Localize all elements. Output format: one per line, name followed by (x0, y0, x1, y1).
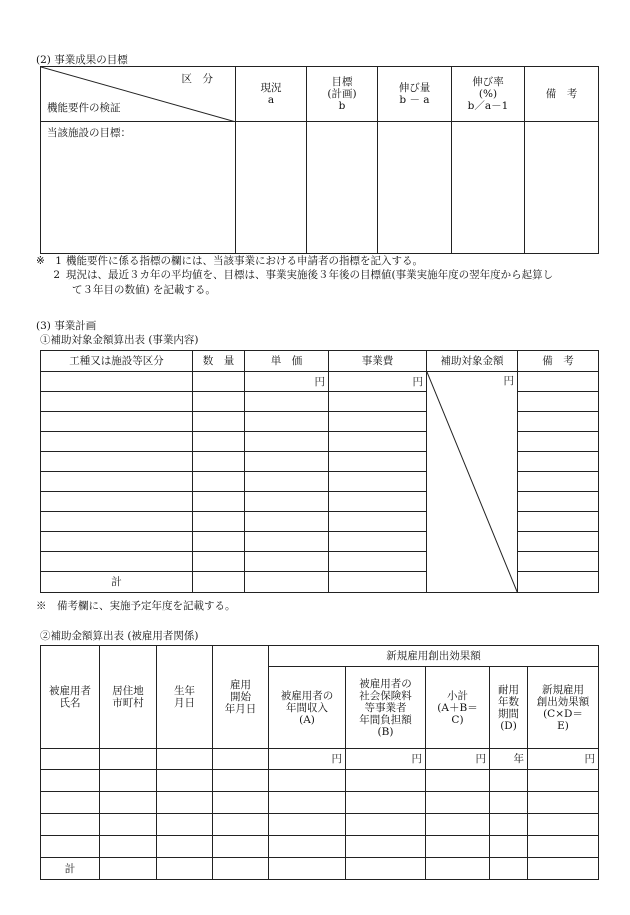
header-subsidy-amount: 補助対象金額 (427, 351, 518, 372)
total-label: 計 (41, 858, 100, 880)
subsidy-amount-table (40, 350, 599, 593)
header-growth-amount: 伸び量 b － a (378, 67, 452, 122)
diag-bottom-label: 機能要件の検証 (47, 102, 121, 114)
diagonal-line (427, 372, 518, 593)
table-row (41, 770, 599, 792)
subsidy-amount-yen: 円 (503, 375, 514, 387)
facility-target-label: 当該施設の目標： (47, 127, 131, 139)
header-unit-price: 単 価 (245, 351, 329, 372)
total-label: 計 (41, 572, 193, 593)
table1-note: ※ 備考欄に、実施予定年度を記載する。 (36, 600, 236, 612)
header-quantity: 数 量 (193, 351, 245, 372)
targets-table (40, 66, 599, 254)
income-unit: 円 (269, 749, 346, 770)
growth-rate-input-cell[interactable] (452, 122, 525, 254)
diagonal-header-cell (41, 67, 236, 122)
employee-subsidy-table (40, 645, 599, 880)
table-row (41, 814, 599, 836)
header-social-insurance: 被雇用者の 社会保険料 等事業者 年間負担額 (B) (346, 667, 426, 749)
header-employment-start: 雇用 開始 年月日 (213, 646, 269, 749)
header-work-type: 工種又は施設等区分 (41, 351, 193, 372)
header-employee-name: 被雇用者 氏名 (41, 646, 100, 749)
total-row (41, 858, 599, 880)
subsidy-amount-cell[interactable] (427, 372, 518, 593)
effect-unit: 円 (528, 749, 599, 770)
diag-top-label: 区 分 (181, 73, 213, 85)
remarks-input-cell[interactable] (525, 122, 599, 254)
header-growth-rate: 伸び率 (%) b／a－1 (452, 67, 525, 122)
table-row (41, 792, 599, 814)
header-residence: 居住地 市町村 (100, 646, 157, 749)
section3-title: (3) 事業計画 (36, 320, 97, 332)
insurance-unit: 円 (346, 749, 426, 770)
table2-title: ②補助金額算出表 (被雇用者関係) (40, 630, 199, 642)
header-useful-life: 耐用 年数 期間 (D) (490, 667, 528, 749)
table1-title: ①補助対象金額算出表 (事業内容) (40, 334, 199, 346)
header-annual-income: 被雇用者の 年間収入 (A) (269, 667, 346, 749)
years-unit: 年 (490, 749, 528, 770)
target-input-cell[interactable] (307, 122, 378, 254)
facility-target-cell[interactable] (41, 122, 236, 254)
header-birth-date: 生年 月日 (157, 646, 213, 749)
header-subtotal: 小計 (A＋B＝ C) (426, 667, 490, 749)
section2-note-1: ※ 1 機能要件に係る指標の欄には、当該事業における申請者の指標を記入する。 (36, 255, 423, 267)
header-effect-amount: 新規雇用 創出効果額 (C×D＝ E) (528, 667, 599, 749)
subtotal-unit: 円 (426, 749, 490, 770)
section2-note-3: て３年目の数値) を記載する。 (72, 284, 216, 296)
header-current: 現況 a (236, 67, 307, 122)
project-cost-yen: 円 (329, 372, 427, 392)
growth-amount-input-cell[interactable] (378, 122, 452, 254)
header-target: 目標 (計画) b (307, 67, 378, 122)
header-remarks: 備 考 (518, 351, 599, 372)
header-project-cost: 事業費 (329, 351, 427, 372)
current-input-cell[interactable] (236, 122, 307, 254)
table-row (41, 372, 599, 392)
section2-note-2: 2 現況は、最近３カ年の平均値を、目標は、事業実施後３年後の目標値(事業実施年度の翌年度から起算し (53, 269, 554, 281)
header-remarks: 備 考 (525, 67, 599, 122)
section2-title: (2) 事業成果の目標 (36, 54, 128, 66)
unit-price-yen: 円 (245, 372, 329, 392)
header-new-employment-effect: 新規雇用創出効果額 (269, 646, 599, 667)
table-row (41, 836, 599, 858)
table-row (41, 749, 599, 770)
